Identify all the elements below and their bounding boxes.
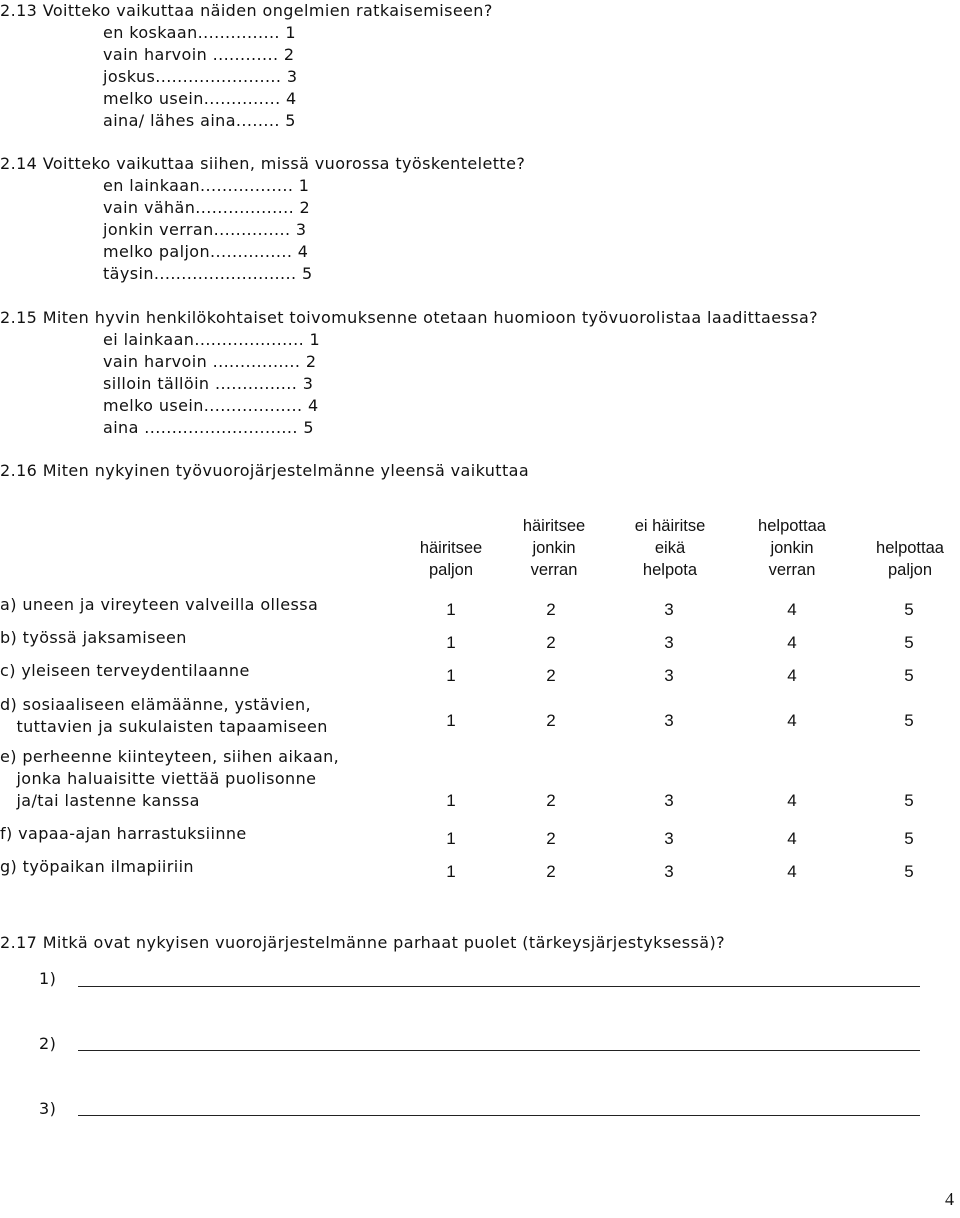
rating-row-label-c: c) yleiseen terveydentilaanne [0,661,250,680]
scale-header-5: helpottaa paljon [876,539,944,579]
answer-line-3[interactable] [78,1115,920,1116]
rating-d-2[interactable]: 2 [546,711,556,730]
rating-c-2[interactable]: 2 [546,666,556,685]
q214-option-1[interactable]: en lainkaan................. 1 [103,176,310,195]
rating-row-label-b: b) työssä jaksamiseen [0,628,187,647]
q214-option-2[interactable]: vain vähän.................. 2 [103,198,311,217]
scale-header-4: helpottaa jonkin verran [758,517,826,579]
scale-header-3: ei häiritse eikä helpota [634,517,706,579]
scale-header-2: häiritsee jonkin verran [522,517,586,579]
q215-option-4[interactable]: melko usein.................. 4 [103,396,319,415]
q213-option-3[interactable]: joskus....................... 3 [103,67,298,86]
answer-line-1[interactable] [78,986,920,987]
rating-d-5[interactable]: 5 [904,711,914,730]
rating-f-4[interactable]: 4 [787,829,797,848]
rating-f-2[interactable]: 2 [546,829,556,848]
rating-e-2[interactable]: 2 [546,791,556,810]
q215-option-5[interactable]: aina ............................ 5 [103,418,314,437]
rating-e-1[interactable]: 1 [446,791,456,810]
rating-row-label-d: d) sosiaaliseen elämäänne, ystävien, tuttavien ja sukulaisten tapaamiseen [0,695,328,736]
rating-a-4[interactable]: 4 [787,600,797,619]
rating-row-label-f: f) vapaa-ajan harrastuksiinne [0,824,247,843]
rating-b-4[interactable]: 4 [787,633,797,652]
rating-c-3[interactable]: 3 [664,666,674,685]
rating-row-label-a: a) uneen ja vireyteen valveilla ollessa [0,595,319,614]
rating-e-4[interactable]: 4 [787,791,797,810]
rating-e-5[interactable]: 5 [904,791,914,810]
rating-row-label-g: g) työpaikan ilmapiiriin [0,857,194,876]
rating-g-3[interactable]: 3 [664,862,674,881]
question-2-15-title: 2.15 Miten hyvin henkilökohtaiset toivomuksenne otetaan huomioon työvuorolistaa laadittaessa? [0,308,819,327]
rating-c-1[interactable]: 1 [446,666,456,685]
rating-c-5[interactable]: 5 [904,666,914,685]
rating-row-label-e: e) perheenne kiinteyteen, siihen aikaan, jonka haluaisitte viettää puolisonne ja/tai lastenne kanssa [0,747,340,810]
rating-a-2[interactable]: 2 [546,600,556,619]
rating-f-5[interactable]: 5 [904,829,914,848]
question-2-13-title: 2.13 Voitteko vaikuttaa näiden ongelmien ratkaisemiseen? [0,1,493,20]
rating-d-3[interactable]: 3 [664,711,674,730]
q214-option-4[interactable]: melko paljon............... 4 [103,242,309,261]
rating-b-5[interactable]: 5 [904,633,914,652]
question-2-17-title: 2.17 Mitkä ovat nykyisen vuorojärjestelmänne parhaat puolet (tärkeysjärjestyksessä)? [0,933,725,952]
rating-c-4[interactable]: 4 [787,666,797,685]
rating-a-5[interactable]: 5 [904,600,914,619]
rating-b-2[interactable]: 2 [546,633,556,652]
answer-label-3: 3) [39,1099,57,1118]
rating-a-1[interactable]: 1 [446,600,456,619]
rating-f-1[interactable]: 1 [446,829,456,848]
rating-a-3[interactable]: 3 [664,600,674,619]
q213-option-5[interactable]: aina/ lähes aina........ 5 [103,111,296,130]
q213-option-1[interactable]: en koskaan............... 1 [103,23,296,42]
rating-b-3[interactable]: 3 [664,633,674,652]
page-number: 4 [945,1189,954,1209]
rating-g-1[interactable]: 1 [446,862,456,881]
rating-f-3[interactable]: 3 [664,829,674,848]
q215-option-2[interactable]: vain harvoin ................ 2 [103,352,317,371]
rating-e-3[interactable]: 3 [664,791,674,810]
q214-option-3[interactable]: jonkin verran.............. 3 [103,220,307,239]
q215-option-1[interactable]: ei lainkaan.................... 1 [103,330,321,349]
q214-option-5[interactable]: täysin.......................... 5 [103,264,313,283]
question-2-14-title: 2.14 Voitteko vaikuttaa siihen, missä vuorossa työskentelette? [0,154,526,173]
rating-d-1[interactable]: 1 [446,711,456,730]
answer-label-1: 1) [39,969,57,988]
rating-b-1[interactable]: 1 [446,633,456,652]
scale-header-1: häiritsee paljon [419,539,483,579]
q213-option-4[interactable]: melko usein.............. 4 [103,89,297,108]
rating-g-5[interactable]: 5 [904,862,914,881]
q213-option-2[interactable]: vain harvoin ............ 2 [103,45,295,64]
q215-option-3[interactable]: silloin tällöin ............... 3 [103,374,314,393]
question-2-16-title: 2.16 Miten nykyinen työvuorojärjestelmänne yleensä vaikuttaa [0,461,530,480]
answer-line-2[interactable] [78,1050,920,1051]
rating-g-2[interactable]: 2 [546,862,556,881]
answer-label-2: 2) [39,1034,57,1053]
rating-d-4[interactable]: 4 [787,711,797,730]
rating-g-4[interactable]: 4 [787,862,797,881]
